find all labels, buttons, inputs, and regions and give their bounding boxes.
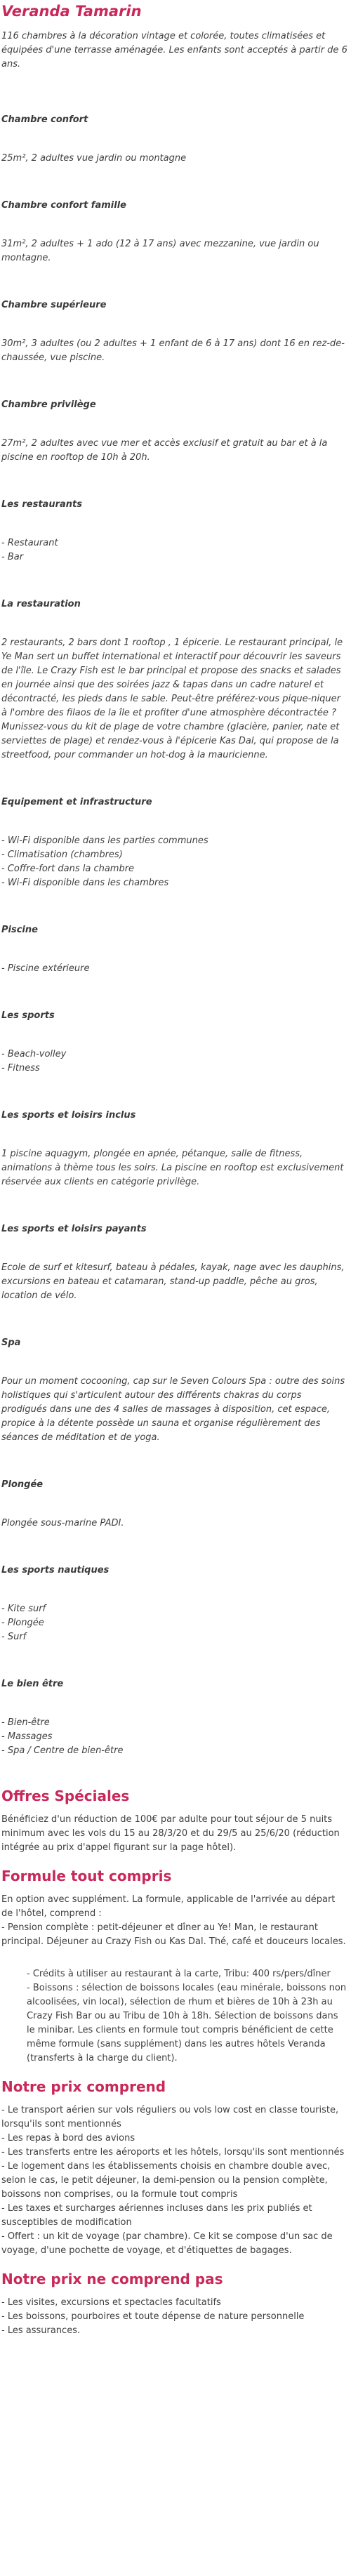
room-section-confort-famille: [1, 199, 348, 265]
section-title: Le bien être: [1, 1679, 64, 1689]
paragraph: Munissez-vous du kit de plage de votre chambre (glacière, panier, nate et serviettes de plage) et rendez-vous à l'épicerie Kas Dal, qui propose de la streetfood, pour commander un hot-dog à la mauricienne.: [1, 722, 340, 760]
list-item: - Restaurant: [1, 538, 58, 548]
restauration-section: [1, 598, 348, 762]
list-item: - Spa / Centre de bien-être: [1, 1745, 124, 1756]
hotel-title: Veranda Tamarin: [1, 3, 142, 20]
list-item: - Les boissons, pourboires et toute dépense de nature personnelle: [1, 2311, 305, 2322]
sports-section: [1, 1010, 348, 1076]
list-item: - Les visites, excursions et spectacles facultatifs: [1, 2297, 221, 2308]
section-title: Piscine: [1, 925, 38, 935]
notre-prix-list: [1, 2103, 348, 2258]
plongee-section: [1, 1479, 348, 1531]
room-title: Chambre privilège: [1, 399, 96, 410]
bienetre-section: [1, 1678, 348, 1758]
list-item: - Coffre-fort dans la chambre: [1, 864, 135, 874]
notre-prix-title: Notre prix comprend: [1, 2078, 166, 2095]
piscine-list: [1, 962, 348, 976]
piscine-section: [1, 924, 348, 976]
section-title: Les sports nautiques: [1, 1565, 110, 1576]
restaurants-list: [1, 536, 348, 564]
list-item: - Beach-volley: [1, 1049, 67, 1059]
equipment-list: [1, 834, 348, 890]
bienetre-list: [1, 1716, 348, 1758]
notre-prix-section: [1, 2077, 348, 2258]
section-title: La restauration: [1, 599, 81, 609]
list-item: - Offert : un kit de voyage (par chambre). Ce kit se compose d'un sac de voyage, d'une pochette de voyage, et d'étiquettes de bagages.: [1, 2231, 333, 2256]
list-item: - Kite surf: [1, 1604, 46, 1614]
ne-comprend-list: [1, 2296, 348, 2338]
list-item: - Boissons : sélection de boissons locales (eau minérale, boissons non alcoolisées, vin local), sélection de rhum et bières de 10h à 23h au Crazy Fish Bar ou au Tribu de 10h à 18h. Sélection de boissons dans le minibar. Les clients en formule tout compris bénéficient de cette même formule (sans supplément) dans les autres hôtels Veranda (transferts à la charge du client).: [27, 1983, 347, 2063]
list-item: - Bar: [1, 552, 24, 562]
room-title: Chambre confort: [1, 114, 88, 125]
section-text: Plongée sous-marine PADI.: [1, 1518, 124, 1528]
hotel-intro: 116 chambres à la décoration vintage et colorée, toutes climatisées et équipées d'une terrasse aménagée. Les enfants sont acceptés à partir de 6 ans.: [1, 31, 347, 70]
restauration-body: [1, 636, 348, 762]
list-item: - Crédits à utiliser au restaurant à la carte, Tribu: 400 rs/pers/dîner: [27, 1969, 331, 1979]
section-title: Les sports et loisirs payants: [1, 1224, 147, 1234]
list-item: - Les assurances.: [1, 2325, 81, 2336]
list-item: - Les repas à bord des avions: [1, 2133, 135, 2144]
list-item: - Plongée: [1, 1618, 44, 1628]
section-text: 1 piscine aquagym, plongée en apnée, pétanque, salle de fitness, animations à thème tous les soirs. La piscine en rooftop est exclusivement réservée aux clients en catégorie privilège.: [1, 1149, 344, 1187]
spa-section: [1, 1337, 348, 1445]
list-item: - Le logement dans les établissements choisis en chambre double avec, selon le cas, le petit déjeuner, la demi-pension ou la pension complète, boissons non comprises, ou la formule tout compris: [1, 2161, 331, 2200]
list-item: - Surf: [1, 1632, 27, 1642]
room-desc: 27m², 2 adultes avec vue mer et accès exclusif et gratuit au bar et à la piscine en rooftop de 10h à 20h.: [1, 438, 328, 463]
room-title: Chambre confort famille: [1, 200, 126, 211]
offres-text: Bénéficiez d'un réduction de 100€ par adulte pour tout séjour de 5 nuits minimum avec les vols du 15 au 28/3/20 et du 29/5 au 25/6/20 (réduction intégrée au prix d'appel figurant sur la page hôtel).: [1, 1814, 340, 1853]
section-title: Les restaurants: [1, 499, 82, 510]
list-item: - Fitness: [1, 1063, 40, 1074]
room-section-privilege: [1, 399, 348, 465]
room-desc: 30m², 3 adultes (ou 2 adultes + 1 enfant de 6 à 17 ans) dont 16 en rez-de-chaussée, vue piscine.: [1, 338, 345, 363]
list-item: - Les transferts entre les aéroports et les hôtels, lorsqu'ils sont mentionnés: [1, 2147, 345, 2158]
paragraph: 2 restaurants, 2 bars dont 1 rooftop , 1 épicerie. Le restaurant principal, le Ye Man sert un buffet international et interactif pour découvrir les saveurs de l'île. Le Crazy Fish est le bar principal et propose des snacks et salades en journée ainsi que des soirées jazz & tapas dans un cadre naturel et décontracté, les pieds dans le sable. Peut-être préférez-vous pique-niquer à l'ombre des filaos de la île et profiter d'une atmosphère décontractée ?: [1, 638, 343, 718]
section-title: Les sports et loisirs inclus: [1, 1110, 136, 1121]
formule-section: [1, 1866, 348, 2066]
room-desc: 25m², 2 adultes vue jardin ou montagne: [1, 153, 187, 164]
sports-list: [1, 1048, 348, 1076]
restaurants-section: [1, 498, 348, 564]
formule-title: Formule tout compris: [1, 1868, 172, 1884]
equipment-section: [1, 796, 348, 890]
section-text: Ecole de surf et kitesurf, bateau à pédales, kayak, nage avec les dauphins, excursions en bateau et catamaran, stand-up paddle, pêche au gros, location de vélo.: [1, 1262, 345, 1301]
list-item: - Wi-Fi disponible dans les chambres: [1, 878, 169, 888]
room-title: Chambre supérieure: [1, 300, 107, 310]
sports-inclus-section: [1, 1109, 348, 1189]
nautiques-section: [1, 1564, 348, 1644]
section-title: Spa: [1, 1337, 21, 1348]
list-item: - Wi-Fi disponible dans les parties communes: [1, 835, 208, 846]
ne-comprend-title: Notre prix ne comprend pas: [1, 2271, 223, 2287]
list-item: - Bien-être: [1, 1717, 50, 1728]
list-item: - Le transport aérien sur vols réguliers ou vols low cost en classe touriste, lorsqu'ils sont mentionnés: [1, 2105, 339, 2129]
section-title: Equipement et infrastructure: [1, 797, 152, 807]
list-item: - Les taxes et surcharges aériennes incluses dans les prix publiés et susceptibles de modification: [1, 2203, 312, 2228]
list-item: - Climatisation (chambres): [1, 850, 123, 860]
formule-text: En option avec supplément. La formule, applicable de l'arrivée au départ de l'hôtel, comprend :: [1, 1894, 336, 1919]
sports-payants-section: [1, 1223, 348, 1303]
section-title: Les sports: [1, 1010, 55, 1021]
offres-title: Offres Spéciales: [1, 1788, 130, 1804]
section-text: Pour un moment cocooning, cap sur le Seven Colours Spa : outre des soins holistiques qui s'articulent autour des différents chakras du corps prodigués dans une des 4 salles de massages à disposition, cet espace, propice à la détente possède un sauna et organise régulièrement des séances de méditation et de yoga.: [1, 1376, 345, 1443]
list-item: - Massages: [1, 1731, 53, 1742]
ne-comprend-section: [1, 2269, 348, 2338]
room-section-superieure: [1, 299, 348, 365]
formule-text-2: - Pension complète : petit-déjeuner et dîner au Ye! Man, le restaurant principal. Déjeuner au Crazy Fish ou Kas Dal. Thé, café et douceurs locales.: [1, 1922, 346, 1947]
nautiques-list: [1, 1602, 348, 1644]
room-desc: 31m², 2 adultes + 1 ado (12 à 17 ans) avec mezzanine, vue jardin ou montagne.: [1, 239, 319, 263]
room-section-confort: [1, 114, 348, 166]
formule-list: [1, 1967, 348, 2066]
list-item: - Piscine extérieure: [1, 963, 90, 974]
section-title: Plongée: [1, 1479, 44, 1490]
offres-section: [1, 1786, 348, 1855]
